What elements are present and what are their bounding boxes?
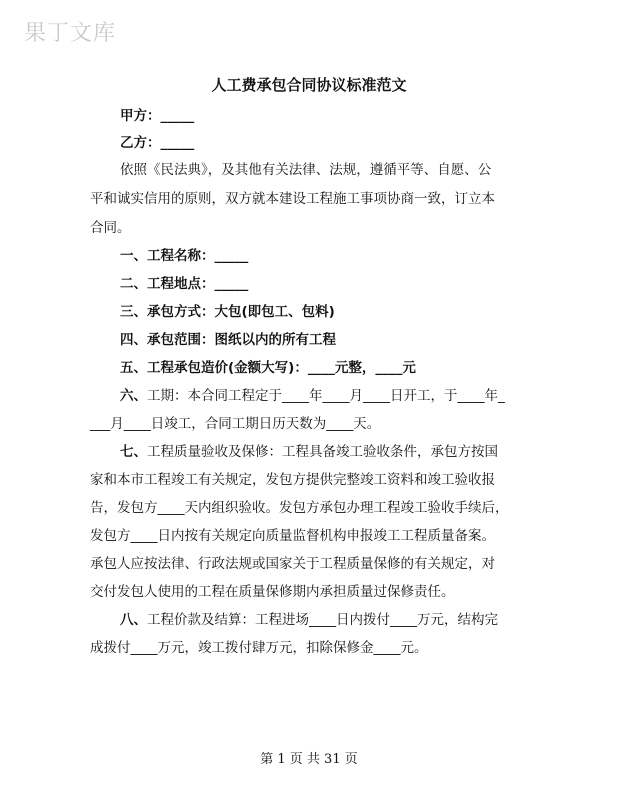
clause-8-text: 工程价款及结算：工程进场____日内拨付____万元，结构完 — [147, 612, 498, 628]
intro-line-2: 平和诚实信用的原则，双方就本建设工程施工事项协商一致，订立本 — [90, 191, 495, 207]
watermark-logo: 果丁文库 — [24, 21, 117, 46]
clause-8-heading: 八、 — [120, 612, 147, 628]
intro-line-1: 依照《民法典》，及其他有关法律、法规，遵循平等、自愿、公 — [120, 162, 492, 178]
party-a-line: 甲方：_____ — [120, 108, 195, 124]
clause-6-heading: 六、 — [120, 388, 147, 404]
clause-7-heading: 七、 — [120, 444, 147, 460]
clause-7-line-6: 交付发包人使用的工程在质量保修期内承担质量过保修责任。 — [90, 584, 455, 600]
clause-6-line-1 — [120, 386, 505, 406]
clause-8-line-1 — [120, 610, 498, 630]
clause-1: 一、工程名称：_____ — [120, 248, 249, 264]
clause-7-line-2: 家和本市工程竣工有关规定，发包方提供完整竣工资料和竣工验收报 — [90, 472, 495, 488]
clause-7-line-5: 承包人应按法律、行政法规或国家关于工程质量保修的有关规定，对 — [90, 556, 495, 572]
clause-6-text: 工期：本合同工程定于____年____月____日开工，于____年_ — [147, 388, 505, 404]
clause-7-line-4: 发包方____日内按有关规定向质量监督机构申报竣工工程质量备案。 — [90, 528, 495, 544]
clause-3: 三、承包方式：大包(即包工、包料) — [120, 304, 335, 320]
clause-8-line-2: 成拨付____万元，竣工拨付肆万元，扣除保修金____元。 — [90, 640, 428, 656]
clause-7-line-1 — [120, 442, 498, 462]
clause-5: 五、工程承包造价(金额大写)：____元整，____元 — [120, 360, 416, 376]
clause-7-text: 工程质量验收及保修：工程具备竣工验收条件，承包方按国 — [147, 444, 498, 460]
page-footer: 第 1 页 共 31 页 — [260, 752, 358, 767]
party-b-line: 乙方：_____ — [120, 135, 195, 151]
clause-7-line-3: 告，发包方____天内组织验收。发包方承包办理工程竣工验收手续后， — [90, 500, 509, 516]
document-title: 人工费承包合同协议标准范文 — [211, 76, 407, 94]
clause-6-line-2: ___月____日竣工，合同工期日历天数为____天。 — [90, 416, 381, 432]
clause-4: 四、承包范围：图纸以内的所有工程 — [120, 332, 336, 348]
clause-2: 二、工程地点：_____ — [120, 276, 249, 292]
intro-line-3: 合同。 — [90, 220, 131, 236]
